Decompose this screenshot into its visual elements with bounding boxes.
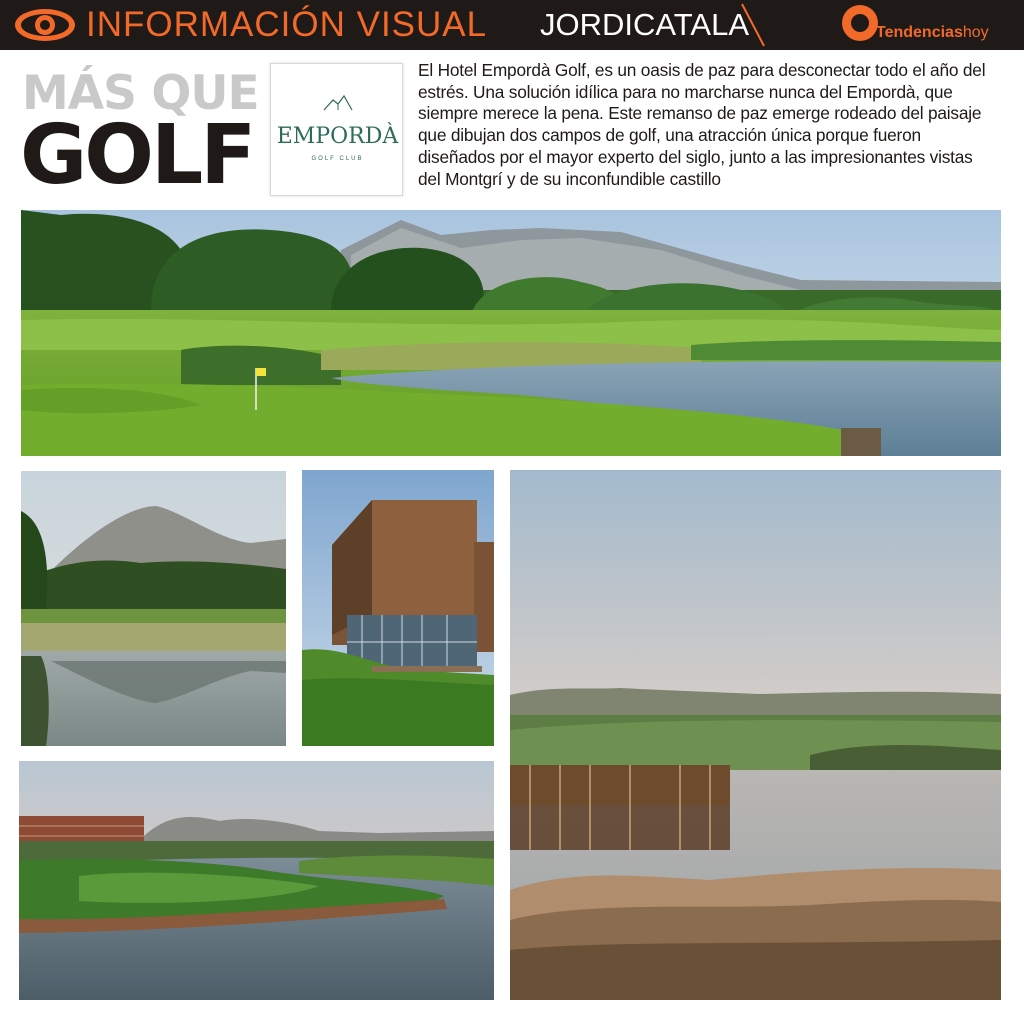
tendencias-logo-icon bbox=[842, 5, 878, 41]
section-title: INFORMACIÓN VISUAL bbox=[86, 5, 488, 44]
aerial-golf-photo bbox=[19, 761, 494, 1000]
mountain-lake-photo bbox=[21, 471, 286, 746]
sunset-lake-photo bbox=[510, 470, 1001, 1000]
brand-slash-mark bbox=[738, 2, 768, 48]
logo-subtitle: GOLF CLUB bbox=[311, 156, 364, 162]
intro-paragraph: El Hotel Empordà Golf, es un oasis de paz para desconectar todo el año del estrés. Una solución idílica para no marcharse nunca del Empordà, que siempre merece la pena. Este remanso de paz emerge rodeado del paisaje que dibujan dos campos de golf, una atracción única porque fueron diseñados por el mayor experto del siglo, junto a las impresionantes vistas del Montgrí y de su inconfundible castillo bbox=[418, 60, 986, 189]
emporda-logo-box bbox=[270, 63, 403, 196]
mountain-logo-icon bbox=[323, 92, 353, 112]
tendencias-light: hoy bbox=[962, 24, 989, 41]
headline-line1: MÁS QUE bbox=[22, 66, 259, 121]
brand-logo: JORDICATALA bbox=[540, 7, 749, 42]
logo-name: EMPORDÀ bbox=[276, 124, 399, 149]
header-bar bbox=[0, 0, 1024, 50]
headline-line2: GOLF bbox=[20, 108, 254, 203]
eye-icon bbox=[12, 6, 78, 44]
hotel-building-photo bbox=[302, 470, 494, 746]
tendencias-logo bbox=[876, 23, 989, 43]
tendencias-bold: Tendencias bbox=[876, 24, 963, 41]
golf-course-hero-photo bbox=[21, 210, 1001, 456]
